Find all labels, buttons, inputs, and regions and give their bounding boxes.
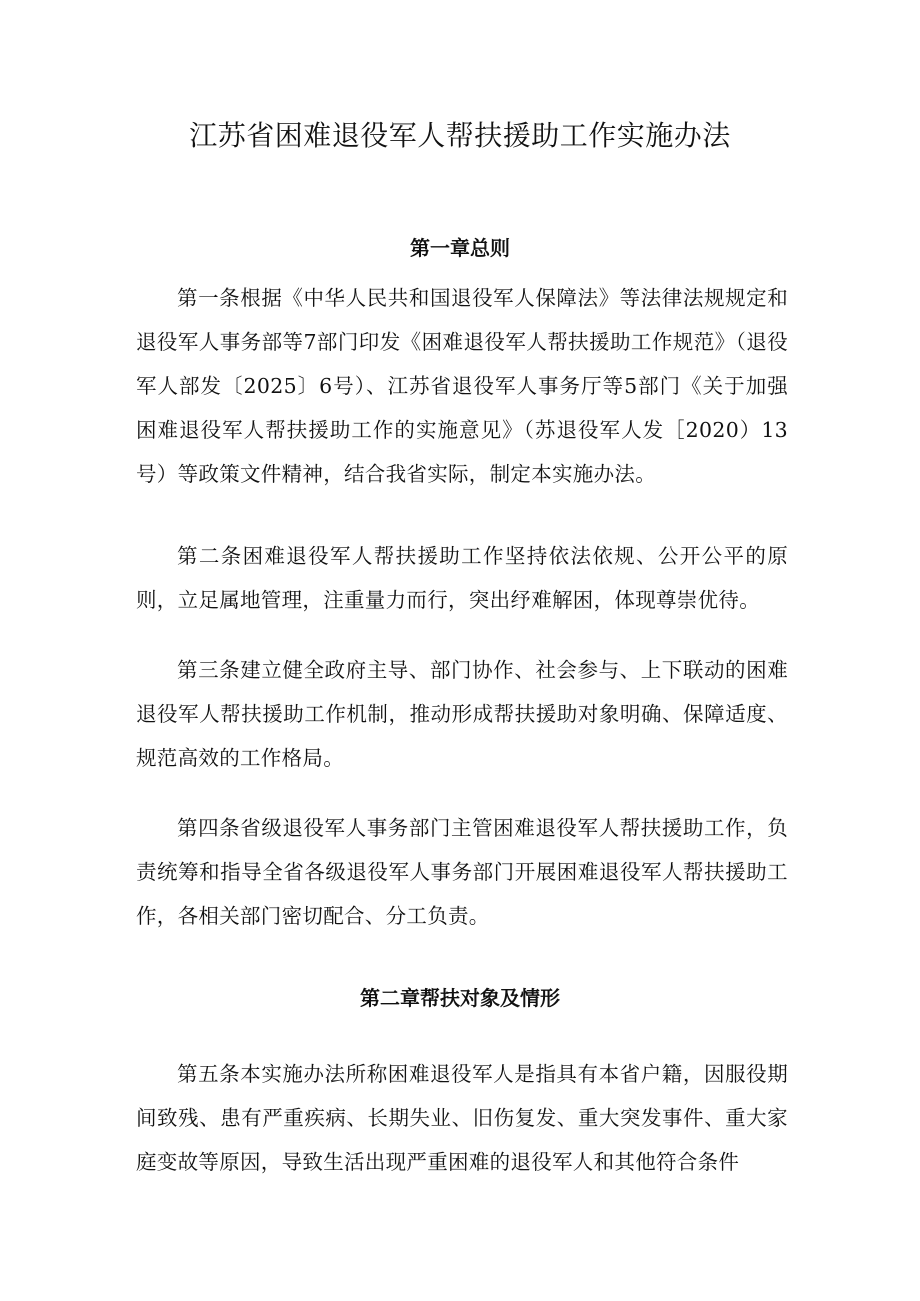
chapter-1-heading: 第一章总则 bbox=[410, 236, 510, 260]
article-1: 第一条根据《中华人民共和国退役军人保障法》等法律法规规定和退役军人事务部等7部门印发《困难退役军人帮扶援助工作规范》（退役军人部发〔2025〕6号）、江苏省退役军人事务厅等5部门《关于加强困难退役军人帮扶援助工作的实施意见》（苏退役军人发［2020）13号）等政策文件精神，结合我省实际，制定本实施办法。 bbox=[136, 286, 788, 486]
article-2: 第二条困难退役军人帮扶援助工作坚持依法依规、公开公平的原则，立足属地管理，注重量力而行，突出纾难解困，体现尊崇优待。 bbox=[136, 544, 788, 612]
article-3: 第三条建立健全政府主导、部门协作、社会参与、上下联动的困难退役军人帮扶援助工作机制，推动形成帮扶援助对象明确、保障适度、规范高效的工作格局。 bbox=[136, 658, 788, 770]
article-5: 第五条本实施办法所称困难退役军人是指具有本省户籍，因服役期间致残、患有严重疾病、长期失业、旧伤复发、重大突发事件、重大家庭变故等原因，导致生活出现严重困难的退役军人和其他符合条件 bbox=[136, 1062, 788, 1174]
chapter-2-heading: 第二章帮扶对象及情形 bbox=[360, 986, 560, 1010]
article-4: 第四条省级退役军人事务部门主管困难退役军人帮扶援助工作，负责统筹和指导全省各级退役军人事务部门开展困难退役军人帮扶援助工作，各相关部门密切配合、分工负责。 bbox=[136, 816, 788, 928]
document-title: 江苏省困难退役军人帮扶援助工作实施办法 bbox=[189, 119, 731, 152]
